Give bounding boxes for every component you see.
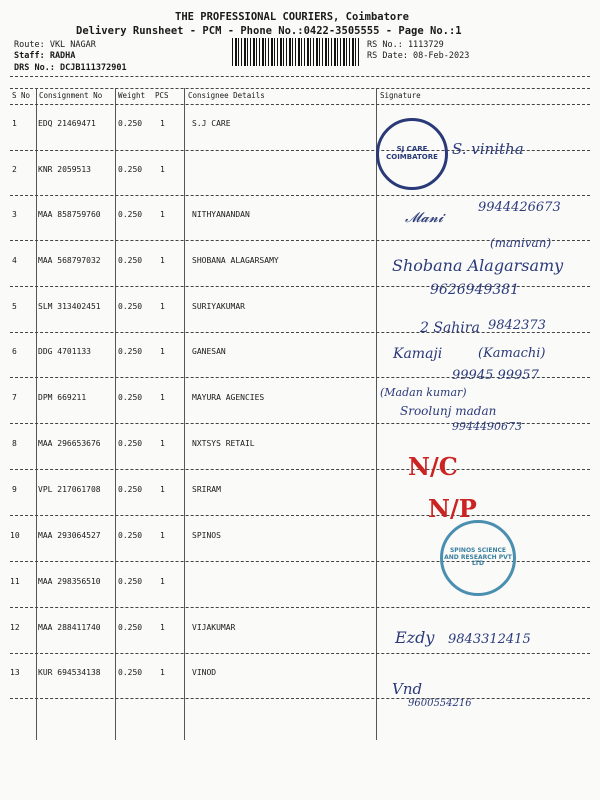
company-title: THE PROFESSIONAL COURIERS, Coimbatore (175, 11, 409, 23)
row-consignment: MAA 858759760 (38, 210, 101, 219)
row-pcs: 1 (160, 439, 165, 448)
row-divider (10, 469, 590, 470)
barcode (232, 38, 360, 66)
signature-row4: Shobana Alagarsamy (392, 256, 564, 275)
row-pcs: 1 (160, 210, 165, 219)
row-consignment: DPM 669211 (38, 393, 87, 402)
divider (10, 104, 590, 105)
column-divider (115, 88, 116, 740)
row-consignee: MAYURA AGENCIES (192, 393, 265, 402)
row-consignee: SRIRAM (192, 485, 221, 494)
route: Route: VKL NAGAR (14, 40, 96, 50)
row-pcs: 1 (160, 165, 165, 174)
column-divider (184, 88, 185, 740)
row-weight: 0.250 (118, 210, 143, 219)
drs-number: DRS No.: DCJB111372901 (14, 63, 127, 73)
row-weight: 0.250 (118, 119, 143, 128)
row-pcs: 1 (160, 531, 165, 540)
row-consignee: NXTSYS RETAIL (192, 439, 255, 448)
rs-date: RS Date: 08-Feb-2023 (367, 51, 470, 61)
row-consignment: DDG 4701133 (38, 347, 91, 356)
row-weight: 0.250 (118, 393, 143, 402)
row-consignee: GANESAN (192, 347, 226, 356)
nip-mark: N/P (428, 494, 477, 523)
row-consignee: SURIYAKUMAR (192, 302, 245, 311)
row-pcs: 1 (160, 393, 165, 402)
spinos-stamp: SPINOS SCIENCE AND RESEARCH PVT LTD (440, 520, 516, 596)
row-consignment: MAA 293064527 (38, 531, 101, 540)
row-pcs: 1 (160, 623, 165, 632)
signature-row7-phone: 9944490673 (452, 420, 522, 433)
nic-mark: N/C (408, 452, 458, 481)
row-consignment: VPL 217061708 (38, 485, 101, 494)
row-weight: 0.250 (118, 577, 143, 586)
row-pcs: 1 (160, 302, 165, 311)
col-header-signature: Signature (380, 91, 421, 100)
column-divider (376, 88, 377, 740)
row-consignee: NITHYANANDAN (192, 210, 250, 219)
row-weight: 0.250 (118, 256, 143, 265)
signature-row5-scribble: 2 Sahira (420, 320, 480, 336)
row-weight: 0.250 (118, 165, 143, 174)
row-sno: 11 (10, 577, 20, 586)
divider (10, 88, 590, 89)
col-header-sno: S No (12, 91, 31, 100)
row-sno: 4 (12, 256, 17, 265)
row-sno: 8 (12, 439, 17, 448)
signature-row7-scribble: Sroolunj madan (400, 404, 497, 418)
row-weight: 0.250 (118, 531, 143, 540)
row-sno: 6 (12, 347, 17, 356)
signature-row1: S. vinitha (452, 140, 524, 158)
row-weight: 0.250 (118, 439, 143, 448)
row-sno: 13 (10, 668, 20, 677)
row-consignment: KNR 2059513 (38, 165, 91, 174)
row-sno: 10 (10, 531, 20, 540)
row-consignee: SPINOS (192, 531, 221, 540)
col-header-consignment: Consignment No (39, 91, 103, 100)
staff: Staff: RADHA (14, 51, 76, 61)
signature-row13-scribble: Vnd (392, 680, 423, 698)
row-consignee: S.J CARE (192, 119, 231, 128)
row-consignee: VIJAKUMAR (192, 623, 236, 632)
signature-row3-name: (manivan) (490, 236, 552, 250)
row-consignment: MAA 288411740 (38, 623, 101, 632)
col-header-consignee: Consignee Details (188, 91, 265, 100)
col-header-weight: Weight (118, 91, 146, 100)
signature-row12-scribble: Ezdy (395, 628, 435, 647)
row-consignee: SHOBANA ALAGARSAMY (192, 256, 279, 265)
signature-row12: 9843312415 (448, 632, 531, 647)
row-weight: 0.250 (118, 347, 143, 356)
row-pcs: 1 (160, 119, 165, 128)
row-pcs: 1 (160, 668, 165, 677)
row-sno: 5 (12, 302, 17, 311)
row-sno: 9 (12, 485, 17, 494)
row-sno: 2 (12, 165, 17, 174)
divider (10, 76, 590, 77)
row-pcs: 1 (160, 256, 165, 265)
row-consignment: EDQ 21469471 (38, 119, 96, 128)
signature-row13: 9600554216 (408, 698, 472, 709)
row-pcs: 1 (160, 577, 165, 586)
row-pcs: 1 (160, 485, 165, 494)
runsheet-subtitle: Delivery Runsheet - PCM - Phone No.:0422-3505555 - Page No.:1 (76, 25, 462, 37)
row-sno: 12 (10, 623, 20, 632)
rs-number: RS No.: 1113729 (367, 40, 444, 50)
signature-row6: (Kamachi) (478, 346, 546, 361)
row-consignment: SLM 313402451 (38, 302, 101, 311)
signature-row4-phone: 9626949381 (430, 282, 520, 298)
row-divider (10, 653, 590, 654)
row-divider (10, 195, 590, 196)
signature-row6-scribble: Kamaji (393, 346, 443, 362)
sj-care-stamp: SJ CARE COIMBATORE (376, 118, 448, 190)
col-header-pcs: PCS (155, 91, 169, 100)
row-sno: 1 (12, 119, 17, 128)
row-consignee: VINOD (192, 668, 217, 677)
signature-row3-scribble: 𝓜𝓪𝓷𝓲 (405, 210, 444, 226)
row-weight: 0.250 (118, 623, 143, 632)
row-sno: 3 (12, 210, 17, 219)
row-pcs: 1 (160, 347, 165, 356)
row-consignment: MAA 298356510 (38, 577, 101, 586)
signature-row7-name: (Madan kumar) (380, 386, 467, 399)
row-consignment: MAA 568797032 (38, 256, 101, 265)
row-consignment: MAA 296653676 (38, 439, 101, 448)
row-consignment: KUR 694534138 (38, 668, 101, 677)
row-sno: 7 (12, 393, 17, 402)
row-divider (10, 515, 590, 516)
row-weight: 0.250 (118, 485, 143, 494)
row-divider (10, 698, 590, 699)
signature-row6-phone: 99945 99957 (452, 368, 539, 383)
row-weight: 0.250 (118, 302, 143, 311)
signature-row5: 9842373 (488, 318, 546, 333)
column-divider (36, 88, 37, 740)
row-weight: 0.250 (118, 668, 143, 677)
row-divider (10, 607, 590, 608)
signature-row3: 9944426673 (478, 200, 561, 215)
